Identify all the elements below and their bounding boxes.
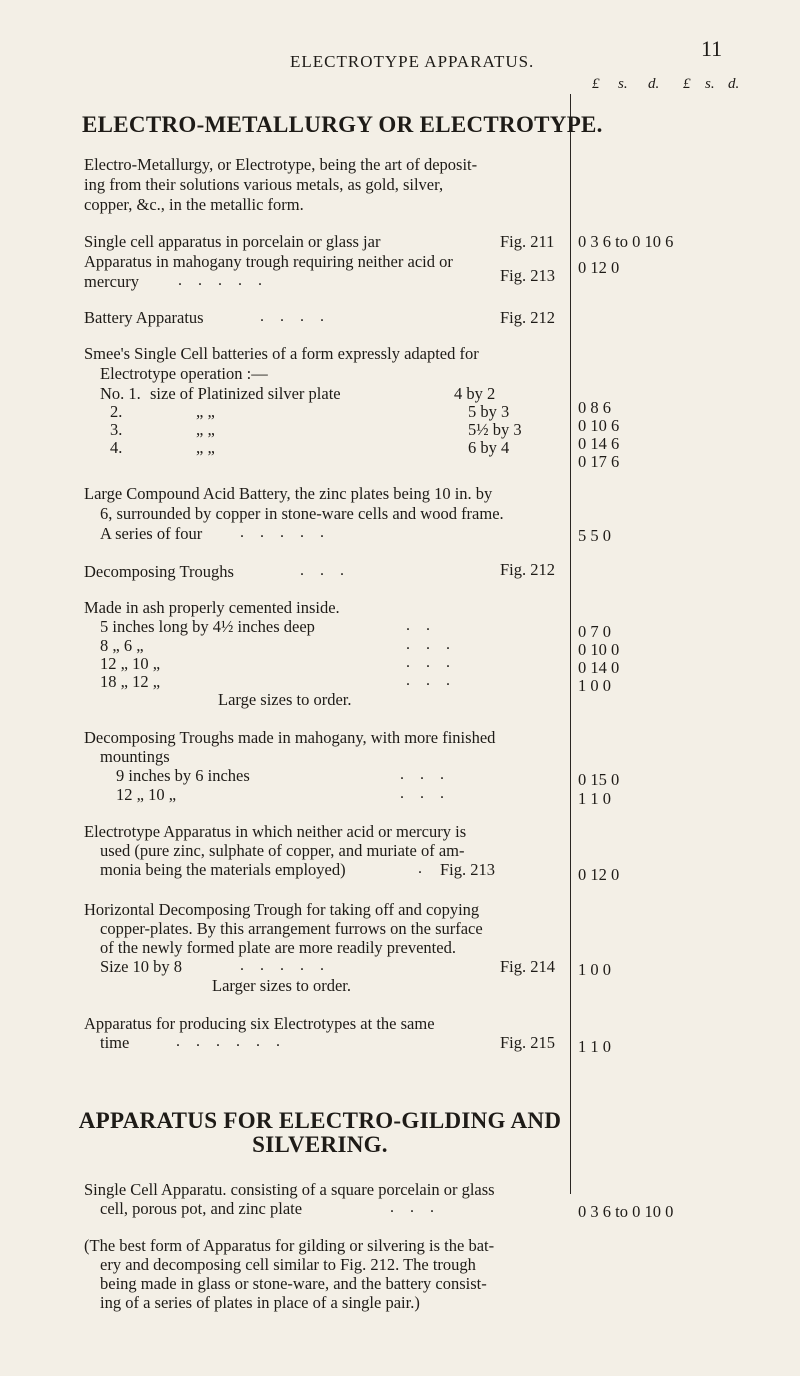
- smee-size: 5 by 3: [468, 402, 510, 421]
- ash-row: 18 „ 12 „: [100, 672, 161, 691]
- smee-desc: „ „: [196, 402, 215, 421]
- price: 0 10 6: [578, 416, 620, 435]
- price: 1 1 0: [578, 1037, 611, 1056]
- item-compound-line: 6, surrounded by copper in stone-ware cells and wood frame.: [100, 504, 504, 523]
- smee-no: No. 1.: [100, 384, 141, 403]
- item-electrotype-line: used (pure zinc, sulphate of copper, and muriate of am-: [100, 841, 465, 860]
- leader-dots: . . .: [406, 672, 456, 689]
- smee-size: 5½ by 3: [468, 420, 522, 439]
- ash-row: 5 inches long by 4½ inches deep: [100, 617, 315, 636]
- price: 0 3 6 to 0 10 6: [578, 232, 674, 251]
- leader-dots: . . . . .: [240, 524, 330, 541]
- ash-row: 8 „ 6 „: [100, 636, 144, 655]
- leader-dots: .: [418, 860, 428, 877]
- item-single-cell: Single cell apparatus in porcelain or glass jar: [84, 232, 381, 251]
- fig-ref: Fig. 215: [500, 1033, 556, 1052]
- price: 0 17 6: [578, 452, 620, 471]
- price: 0 8 6: [578, 398, 611, 417]
- price: 0 3 6 to 0 10 0: [578, 1202, 674, 1221]
- ash-row: 12 „ 10 „: [100, 654, 161, 673]
- leader-dots: . . .: [400, 785, 450, 802]
- price: 0 15 0: [578, 770, 620, 789]
- money-header-shillings-2: s.: [705, 76, 715, 92]
- item-electrotype-line: monia being the materials employed): [100, 860, 346, 879]
- price: 0 14 0: [578, 658, 620, 677]
- intro-line: Electro-Metallurgy, or Electrotype, being the art of deposit-: [84, 155, 478, 174]
- item-mahogany-line2: mercury: [84, 272, 139, 291]
- money-header-shillings: s.: [618, 76, 628, 92]
- item-mahog-troughs-line2: mountings: [100, 747, 170, 766]
- price: 1 1 0: [578, 789, 611, 808]
- money-header-pound-2: £: [683, 76, 691, 92]
- gilding-note-line: ing of a series of plates in place of a single pair.): [100, 1293, 420, 1312]
- leader-dots: . .: [406, 617, 436, 634]
- intro-line: ing from their solutions various metals, as gold, silver,: [84, 175, 444, 194]
- mahog-row: 9 inches by 6 inches: [116, 766, 250, 785]
- item-battery: Battery Apparatus: [84, 308, 204, 327]
- item-ash: Made in ash properly cemented inside.: [84, 598, 340, 617]
- price: 1 0 0: [578, 676, 611, 695]
- fig-ref: Fig. 212: [500, 560, 556, 579]
- money-header-pence: d.: [648, 76, 660, 92]
- item-horizontal-line: Size 10 by 8: [100, 957, 183, 976]
- smee-size: 6 by 4: [468, 438, 510, 457]
- larger-sizes-note: Large sizes to order.: [218, 690, 352, 709]
- item-horizontal-line: copper-plates. By this arrangement furrows on the surface: [100, 919, 483, 938]
- leader-dots: . . . . . .: [176, 1033, 286, 1050]
- smee-desc: „ „: [196, 420, 215, 439]
- section-title-gilding-line2: SILVERING.: [252, 1132, 388, 1157]
- leader-dots: . . .: [300, 562, 350, 579]
- smee-no: 4.: [110, 438, 123, 457]
- gilding-note-line: being made in glass or stone-ware, and the battery consist-: [100, 1274, 487, 1293]
- item-compound: Large Compound Acid Battery, the zinc plates being 10 in. by: [84, 484, 493, 503]
- smee-no: 3.: [110, 420, 123, 439]
- fig-ref: Fig. 211: [500, 232, 555, 251]
- price: 0 7 0: [578, 622, 611, 641]
- item-horizontal-line: of the newly formed plate are more readily prevented.: [100, 938, 456, 957]
- price: 0 14 6: [578, 434, 620, 453]
- price: 0 12 0: [578, 865, 620, 884]
- mahog-row: 12 „ 10 „: [116, 785, 177, 804]
- column-divider: [570, 94, 571, 1194]
- money-header-pound: £: [592, 76, 600, 92]
- fig-ref: Fig. 212: [500, 308, 556, 327]
- larger-sizes-note: Larger sizes to order.: [212, 976, 351, 995]
- leader-dots: . . .: [406, 636, 456, 653]
- item-troughs: Decomposing Troughs: [84, 562, 234, 581]
- item-smee-line2: Electrotype operation :—: [100, 364, 268, 383]
- leader-dots: . . .: [390, 1199, 440, 1216]
- item-electrotype: Electrotype Apparatus in which neither acid or mercury is: [84, 822, 467, 841]
- price: 0 10 0: [578, 640, 620, 659]
- leader-dots: . . . . .: [240, 957, 330, 974]
- item-horizontal: Horizontal Decomposing Trough for taking off and copying: [84, 900, 480, 919]
- smee-desc: size of Platinized silver plate: [150, 384, 341, 403]
- gilding-note-line: ery and decomposing cell similar to Fig. 212. The trough: [100, 1255, 476, 1274]
- leader-dots: . . .: [406, 654, 456, 671]
- fig-ref: Fig. 214: [500, 957, 556, 976]
- leader-dots: . . . .: [260, 308, 330, 325]
- item-gilding-single-line2: cell, porous pot, and zinc plate: [100, 1199, 303, 1218]
- money-header-pence-2: d.: [728, 76, 740, 92]
- price: 1 0 0: [578, 960, 611, 979]
- leader-dots: . . . . .: [178, 272, 268, 289]
- item-six: Apparatus for producing six Electrotypes at the same: [84, 1014, 435, 1033]
- item-gilding-single: Single Cell Apparatu. consisting of a square porcelain or glass: [84, 1180, 495, 1199]
- smee-desc: „ „: [196, 438, 215, 457]
- gilding-note: (The best form of Apparatus for gilding or silvering is the bat-: [84, 1236, 495, 1255]
- fig-ref: Fig. 213: [500, 266, 556, 285]
- price: 5 5 0: [578, 526, 611, 545]
- smee-no: 2.: [110, 402, 123, 421]
- smee-size: 4 by 2: [454, 384, 496, 403]
- item-mahogany: Apparatus in mahogany trough requiring neither acid or: [84, 252, 453, 271]
- running-head: ELECTROTYPE APPARATUS.: [290, 52, 535, 71]
- intro-line: copper, &c., in the metallic form.: [84, 195, 304, 214]
- item-smee: Smee's Single Cell batteries of a form expressly adapted for: [84, 344, 479, 363]
- section-title-electrotype: ELECTRO-METALLURGY OR ELECTROTYPE.: [82, 112, 603, 137]
- leader-dots: . . .: [400, 766, 450, 783]
- price: 0 12 0: [578, 258, 620, 277]
- item-six-line2: time: [100, 1033, 130, 1052]
- item-mahog-troughs: Decomposing Troughs made in mahogany, with more finished: [84, 728, 496, 747]
- section-title-gilding: APPARATUS FOR ELECTRO-GILDING AND: [78, 1108, 562, 1133]
- item-compound-line: A series of four: [100, 524, 203, 543]
- page-number: 11: [701, 36, 723, 61]
- fig-ref: Fig. 213: [440, 860, 496, 879]
